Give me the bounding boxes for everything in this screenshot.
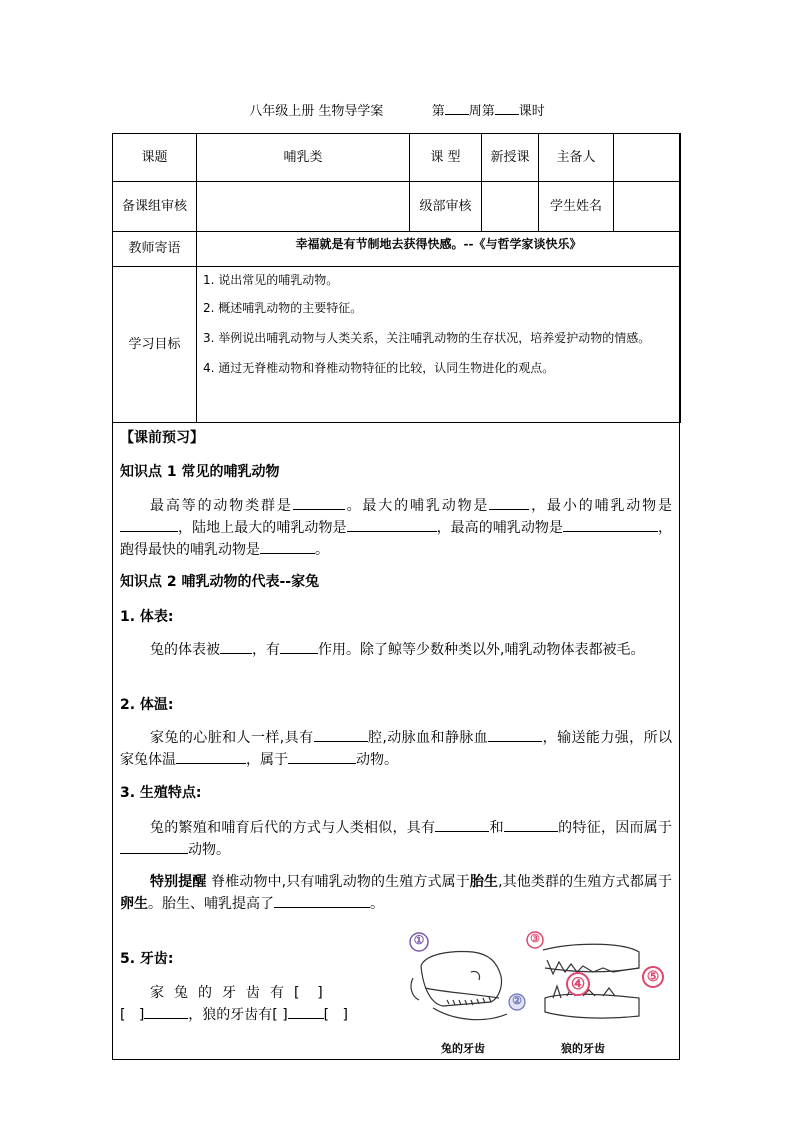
- label-1: ①: [413, 933, 425, 947]
- fill-blank[interactable]: [260, 541, 315, 554]
- type-value: 新授课: [482, 134, 539, 182]
- topic-label: 课题: [113, 134, 197, 182]
- fill-blank[interactable]: [274, 895, 370, 908]
- goal-item: 2. 概述哺乳动物的主要特征。: [203, 301, 363, 315]
- fill-blank[interactable]: [347, 519, 437, 532]
- tip-label: 特别提醒: [150, 874, 207, 890]
- fill-blank[interactable]: [144, 1006, 188, 1019]
- section-heading-preview: 【课前预习】: [120, 430, 204, 446]
- goal-item: 1. 说出常见的哺乳动物。: [203, 273, 339, 287]
- label-2: ②: [512, 995, 522, 1007]
- dept-review-value[interactable]: [482, 182, 539, 232]
- info-table: [112, 133, 681, 423]
- fill-blank[interactable]: [563, 519, 658, 532]
- goal-item: 3. 举例说出哺乳动物与人类关系，关注哺乳动物的生存状况，培养爱护动物的情感。: [203, 331, 651, 345]
- wolf-teeth-caption: 狼的牙齿: [561, 1042, 605, 1055]
- subject: 生物导学案: [318, 104, 384, 119]
- fill-blank[interactable]: [220, 641, 252, 654]
- fill-blank[interactable]: [176, 751, 246, 764]
- learning-goals: [197, 267, 681, 423]
- goal-item: 4. 通过无脊椎动物和脊椎动物特征的比较，认同生物进化的观点。: [203, 361, 555, 375]
- fill-blank[interactable]: [280, 641, 318, 654]
- teeth-illustration: [403, 928, 675, 1058]
- motto-label: 教师寄语: [113, 232, 197, 267]
- topic-value: 哺乳类: [197, 134, 410, 182]
- lead-label: 主备人: [539, 134, 614, 182]
- teeth-figure: [403, 928, 675, 1058]
- week-blank[interactable]: [445, 102, 469, 115]
- fill-blank[interactable]: [504, 819, 558, 832]
- fill-blank[interactable]: [314, 729, 368, 742]
- lesson-blank[interactable]: [495, 102, 519, 115]
- body-surface-title: 1. 体表:: [120, 609, 174, 625]
- wolf-skull: [543, 944, 639, 1018]
- teeth-paragraph: 家兔的牙齿有[ ] [ ] ，狼的牙齿有[ ] [ ]: [120, 985, 348, 1023]
- fill-blank[interactable]: [120, 519, 178, 532]
- fill-blank[interactable]: [293, 497, 345, 510]
- lead-value[interactable]: [614, 134, 681, 182]
- fill-blank[interactable]: [288, 751, 356, 764]
- body-temperature-paragraph: 家兔的心脏和人一样,具有 腔,动脉血和静脉血 ，输送能力强，所以家兔体温 ，属于 动物。: [120, 730, 673, 768]
- dept-review-label: 级部审核: [410, 182, 482, 232]
- teacher-motto: 幸福就是有节制地去获得快感。--《与哲学家谈快乐》: [197, 232, 681, 267]
- kp2-title: 知识点 2 哺乳动物的代表--家兔: [120, 574, 320, 590]
- fill-blank[interactable]: [488, 729, 542, 742]
- student-name-value[interactable]: [614, 182, 681, 232]
- grade: 八年级上册: [249, 104, 315, 119]
- rabbit-teeth-caption: 兔的牙齿: [441, 1042, 485, 1055]
- reproduction-title: 3. 生殖特点:: [120, 785, 202, 801]
- week-prefix: 第: [431, 104, 445, 119]
- goals-label: 学习目标: [113, 267, 197, 423]
- label-4: ④: [570, 976, 586, 993]
- fill-blank[interactable]: [489, 497, 529, 510]
- label-5: ⑤: [646, 968, 660, 984]
- fill-blank[interactable]: [120, 841, 188, 854]
- body-surface-paragraph: 兔的体表被 ，有 作用。除了鲸等少数种类以外,哺乳动物体表都被毛。: [150, 642, 645, 658]
- reproduction-paragraph: 兔的繁殖和哺育后代的方式与人类相似，具有 和 的特征，因而属于动物。: [120, 817, 672, 861]
- label-3: ③: [530, 933, 540, 945]
- rabbit-skull: [411, 952, 507, 1020]
- fill-blank[interactable]: [435, 819, 489, 832]
- fill-blank[interactable]: [288, 1006, 324, 1019]
- teeth-title: 5. 牙齿:: [120, 951, 174, 967]
- type-label: 课 型: [410, 134, 482, 182]
- group-review-label: 备课组审核: [113, 182, 197, 232]
- student-name-label: 学生姓名: [539, 182, 614, 232]
- week-mid: 周第: [468, 104, 495, 119]
- special-tip: 特别提醒 脊椎动物中,只有哺乳动物的生殖方式属于胎生,其他类群的生殖方式都属于卵生。胎生、哺乳提高了 。: [120, 874, 673, 912]
- week-suffix: 课时: [518, 104, 545, 119]
- kp1-title: 知识点 1 常见的哺乳动物: [120, 464, 280, 480]
- page-header: [0, 100, 794, 119]
- kp1-paragraph: 最高等的动物类群是 。最大的哺乳动物是 ，最小的哺乳动物是，陆地上最大的哺乳动物是 ，最高的哺乳动物是 ，跑得最快的哺乳动物是 。: [120, 498, 673, 558]
- group-review-value[interactable]: [197, 182, 410, 232]
- body-temperature-title: 2. 体温:: [120, 697, 174, 713]
